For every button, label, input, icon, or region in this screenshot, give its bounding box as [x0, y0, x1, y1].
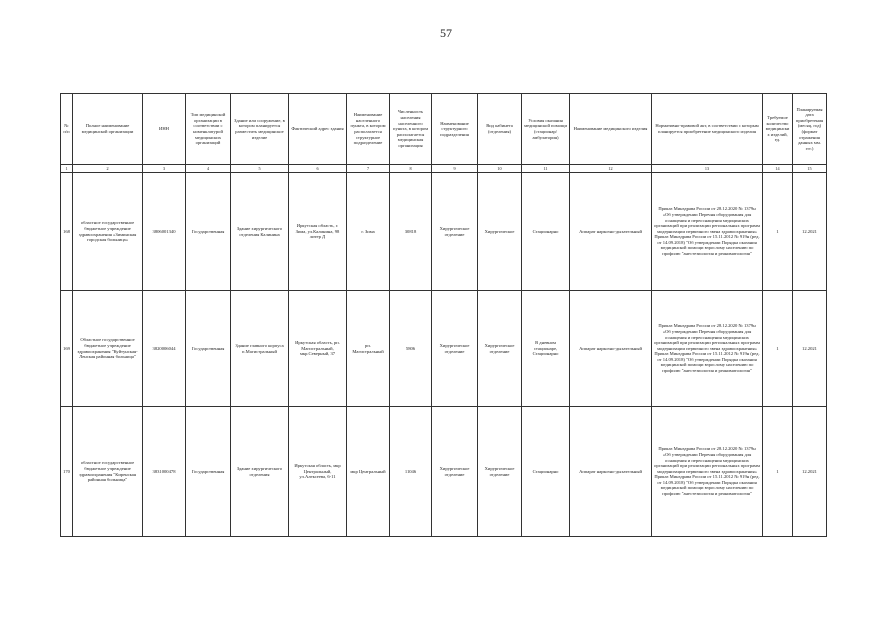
column-number-row — [61, 165, 827, 173]
cell-cabinet: Хирургическое отделение — [478, 407, 522, 537]
cell-settlement: мкр Центральный — [347, 407, 390, 537]
cell-population: 5806 — [390, 291, 432, 407]
header-org: Полное наименование медицинской организации — [73, 94, 143, 165]
header-inn: ИНН — [143, 94, 186, 165]
column-number: 7 — [347, 165, 390, 173]
cell-quantity: 1 — [763, 291, 793, 407]
cell-device: Аппарат наркозно-дыхательный — [570, 291, 652, 407]
cell-cabinet: Хирургическое — [478, 173, 522, 291]
table-row — [61, 173, 827, 291]
cell-unit: Хирургическое отделение — [432, 407, 478, 537]
header-address: Фактический адрес здания — [289, 94, 347, 165]
header-type: Тип медицинской организации в соответствии с номенклатурой медицинских организаций — [186, 94, 231, 165]
header-date: Планируемая дата приобретения (месяц, год) (формат отражения данных мм. ггг.) — [793, 94, 827, 165]
cell-address: Иркутская область, рп. Магистральный, мкр.Северный, 37 — [289, 291, 347, 407]
column-number: 5 — [231, 165, 289, 173]
column-number: 10 — [478, 165, 522, 173]
cell-quantity: 1 — [763, 407, 793, 537]
cell-num: 168 — [61, 173, 73, 291]
page-number: 57 — [440, 26, 452, 40]
cell-normative: Приказ Минздрава России от 28.12.2020 № 1379н «Об утверждении Перечня оборудования для оснащения и переоснащения медицинских организаций при реализации региональных программ модернизации первичного звена здравоохранения» Приказ Минздрава России от 15.11.2012 № 919н (ред. от 14.09.2018) "Об утверждении Порядка оказания медицинской помощи взрослому населению по профилю "анестезиология и реаниматология" — [652, 291, 763, 407]
cell-settlement: г. Зима — [347, 173, 390, 291]
cell-unit: Хирургическое отделение — [432, 173, 478, 291]
cell-type: Государственная — [186, 407, 231, 537]
cell-device: Аппарат наркозно-дыхательный — [570, 407, 652, 537]
cell-conditions: Стационарно — [522, 173, 570, 291]
column-number: 3 — [143, 165, 186, 173]
equipment-registry-table — [60, 93, 827, 537]
cell-num: 169 — [61, 291, 73, 407]
header-settlement: Наименование населенного пункта, в котором располагается структурное подразделение — [347, 94, 390, 165]
column-number: 8 — [390, 165, 432, 173]
column-number: 12 — [570, 165, 652, 173]
cell-population: 30818 — [390, 173, 432, 291]
cell-inn: 3831000478 — [143, 407, 186, 537]
cell-quantity: 1 — [763, 173, 793, 291]
cell-device: Аппарат наркозно-дыхательный — [570, 173, 652, 291]
cell-address: Иркутская область, мкр Центральный, ул.Алексеева, 6-11 — [289, 407, 347, 537]
cell-type: Государственная — [186, 173, 231, 291]
cell-date: 12.2021 — [793, 173, 827, 291]
cell-org: Областное государственное бюджетное учреждение здравоохранения "Куйтунская-Ленская районная больница" — [73, 291, 143, 407]
cell-normative: Приказ Минздрава России от 28.12.2020 № 1379н «Об утверждении Перечня оборудования для оснащения и переоснащения медицинских организаций при реализации региональных программ модернизации первичного звена здравоохранения» Приказ Минздрава России от 15.11.2012 № 919н (ред. от 14.09.2018) "Об утверждении Порядка оказания медицинской помощи взрослому населению по профилю "анестезиология и реаниматология" — [652, 173, 763, 291]
column-number: 15 — [793, 165, 827, 173]
cell-building: Здание хирургического отделения — [231, 407, 289, 537]
cell-inn: 3806001340 — [143, 173, 186, 291]
header-building: Здание или сооружение, в котором планируется разместить медицинское изделие — [231, 94, 289, 165]
cell-cabinet: Хирургическое отделение — [478, 291, 522, 407]
cell-org: областное государственное бюджетное учреждение здравоохранения "Киренская районная больница" — [73, 407, 143, 537]
cell-population: 11046 — [390, 407, 432, 537]
cell-conditions: Стационарно — [522, 407, 570, 537]
cell-building: Здание главного корпуса п.Магистральный — [231, 291, 289, 407]
header-cabinet: Вид кабинета (отделения) — [478, 94, 522, 165]
header-conditions: Условия оказания медицинской помощи (стационар/амбулатория) — [522, 94, 570, 165]
cell-conditions: В дневном стационаре, Стационарно — [522, 291, 570, 407]
column-number: 14 — [763, 165, 793, 173]
header-unit: Наименование структурного подразделения — [432, 94, 478, 165]
cell-org: областное государственное бюджетное учреждение здравоохранения «Зиминская городская больница» — [73, 173, 143, 291]
cell-building: Здание хирургического отделения Калинина — [231, 173, 289, 291]
cell-settlement: рп. Магистральный — [347, 291, 390, 407]
table-row — [61, 407, 827, 537]
header-num: № п/п — [61, 94, 73, 165]
table-row — [61, 291, 827, 407]
header-row — [61, 94, 827, 165]
header-normative: Нормативно-правовой акт, в соответствии с которым планируется приобретение медицинского изделия — [652, 94, 763, 165]
column-number: 2 — [73, 165, 143, 173]
column-number: 4 — [186, 165, 231, 173]
cell-unit: Хирургическое отделение — [432, 291, 478, 407]
header-quantity: Требуемое количество медицинских изделий, ед. — [763, 94, 793, 165]
column-number: 6 — [289, 165, 347, 173]
cell-inn: 3820006044 — [143, 291, 186, 407]
column-number: 1 — [61, 165, 73, 173]
column-number: 9 — [432, 165, 478, 173]
column-number: 13 — [652, 165, 763, 173]
cell-date: 12.2021 — [793, 291, 827, 407]
header-population: Численность населения населенного пункта, в котором располагается медицинская организация — [390, 94, 432, 165]
cell-normative: Приказ Минздрава России от 28.12.2020 № 1379н «Об утверждении Перечня оборудования для оснащения и переоснащения медицинских организаций при реализации региональных программ модернизации первичного звена здравоохранения» Приказ Минздрава России от 15.11.2012 № 919н (ред. от 14.09.2018) "Об утверждении Порядка оказания медицинской помощи взрослому населению по профилю "анестезиология и реаниматология" — [652, 407, 763, 537]
cell-address: Иркутская область, г. Зима, ул.Калинина, 98 литер Д — [289, 173, 347, 291]
header-device: Наименование медицинского изделия — [570, 94, 652, 165]
cell-date: 12.2021 — [793, 407, 827, 537]
cell-num: 170 — [61, 407, 73, 537]
column-number: 11 — [522, 165, 570, 173]
cell-type: Государственная — [186, 291, 231, 407]
